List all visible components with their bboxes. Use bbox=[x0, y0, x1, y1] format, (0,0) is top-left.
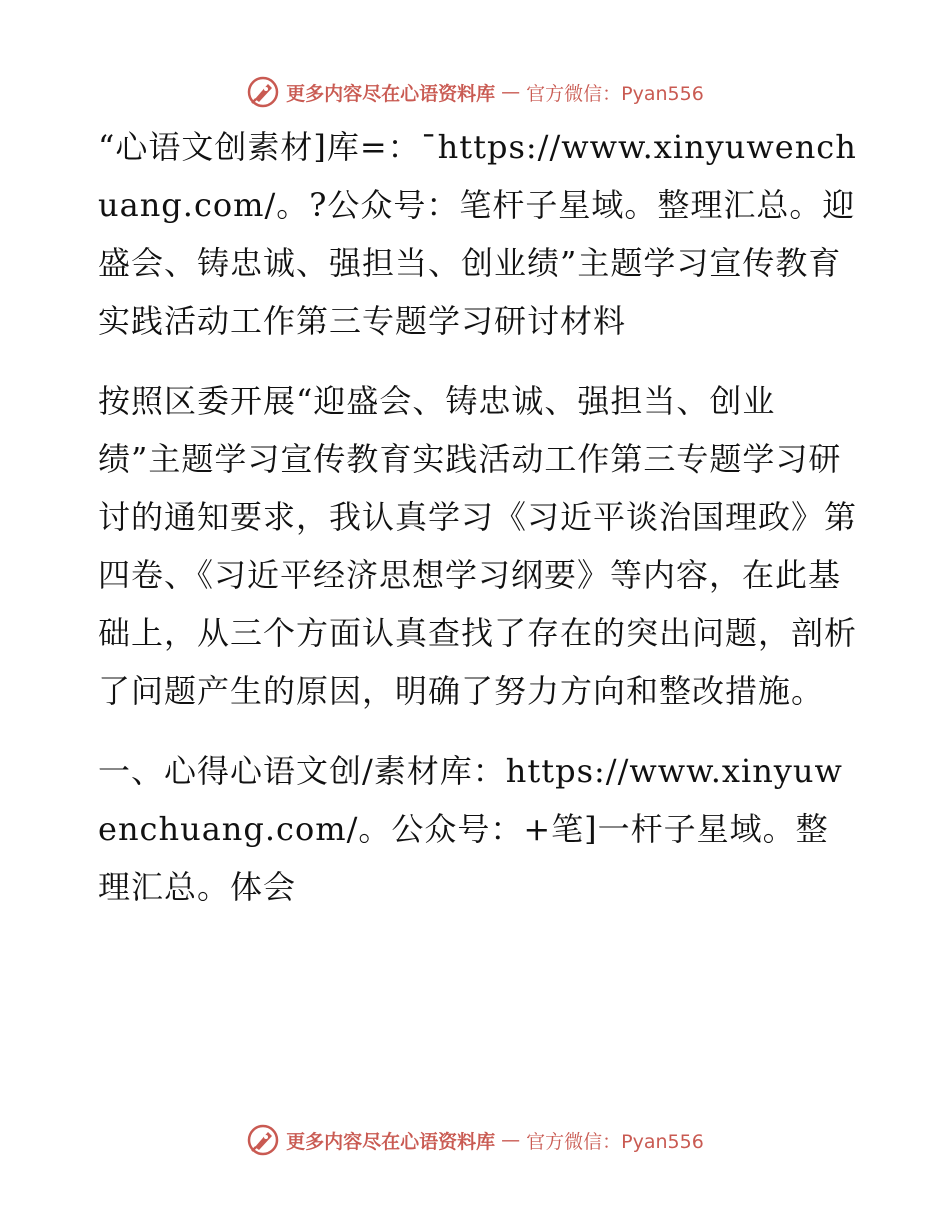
banner-site-text: 更多内容尽在心语资料库 bbox=[286, 1130, 496, 1153]
banner-separator: — bbox=[501, 81, 521, 103]
document-title-paragraph: “心语文创素材]库=：¯https://www.xinyuwenchuang.com/。?公众号：笔杆子星域。整理汇总。迎盛会、铸忠诚、强担当、创业绩”主题学习宣传教育实践活动工作第三专题学习研讨材料 bbox=[98, 128, 857, 340]
header-watermark-banner bbox=[0, 72, 950, 112]
banner-wechat-text: 官方微信：Pyan556 bbox=[526, 1130, 704, 1153]
footer-watermark-banner bbox=[0, 1120, 950, 1160]
pen-nib-logo-icon bbox=[246, 1123, 280, 1157]
banner-wechat-text: 官方微信：Pyan556 bbox=[526, 82, 704, 105]
banner-separator: — bbox=[501, 1129, 521, 1151]
banner-site-text: 更多内容尽在心语资料库 bbox=[286, 82, 496, 105]
section-heading-paragraph: 一、心得心语文创/素材库：https://www.xinyuwenchuang.com/。公众号：+笔]一杆子星域。整理汇总。体会 bbox=[98, 752, 843, 906]
pen-nib-logo-icon bbox=[246, 75, 280, 109]
intro-paragraph: 按照区委开展“迎盛会、铸忠诚、强担当、创业绩”主题学习宣传教育实践活动工作第三专题学习研讨的通知要求，我认真学习《习近平谈治国理政》第四卷、《习近平经济思想学习纲要》等内容，在此基础上，从三个方面认真查找了存在的突出问题，剖析了问题产生的原因，明确了努力方向和整改措施。 bbox=[98, 382, 858, 710]
document-body bbox=[98, 118, 858, 938]
